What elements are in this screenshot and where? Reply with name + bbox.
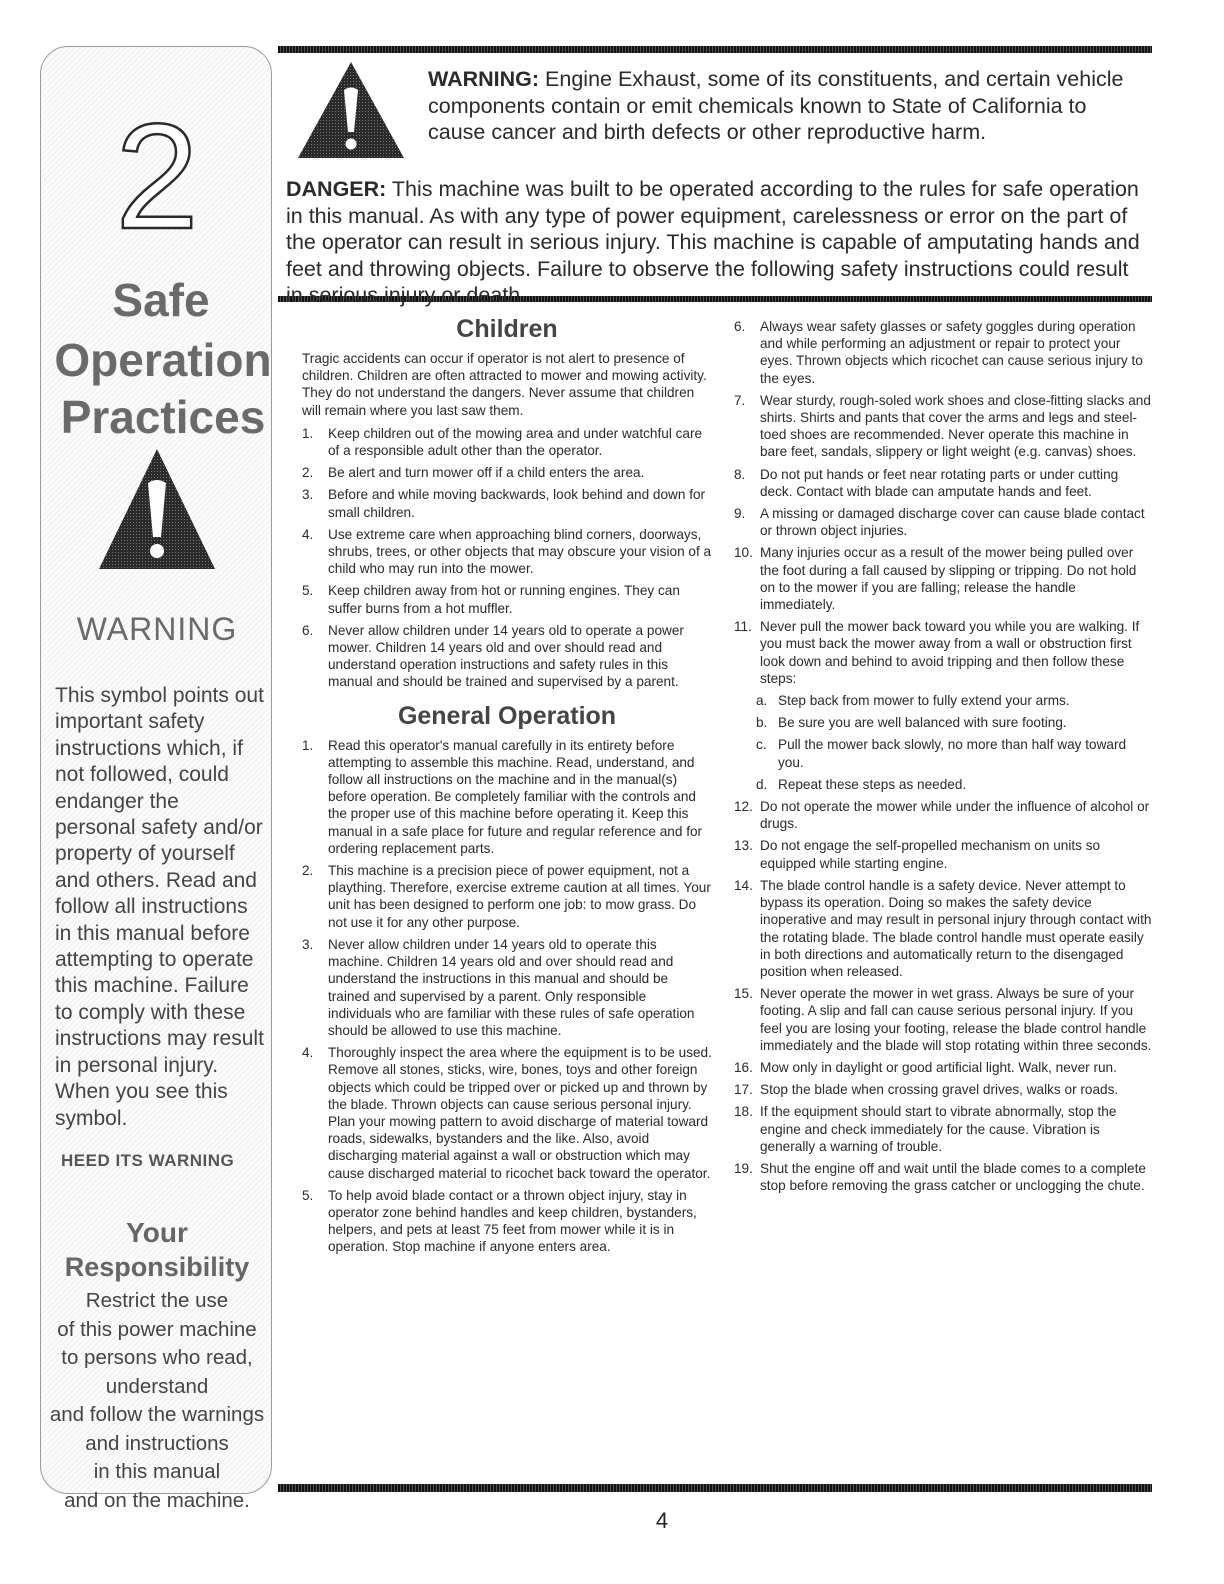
list-item-text: Shut the engine off and wait until the blade comes to a complete stop before removing the grass catcher or unclogging the chute. bbox=[760, 1160, 1146, 1194]
responsibility-line: and instructions bbox=[85, 1431, 229, 1455]
list-item bbox=[734, 1081, 1152, 1098]
danger-text: This machine was built to be operated according to the rules for safe operation in this manual. As with any type of power equipment, carelessness or error on the part of the operator can result in serious injury. This machine is capable of amputating hands and feet and throwing objects. Failure to observe the following safety instructions could result in serious injury or death. bbox=[286, 177, 1140, 307]
list-item-text: Pull the mower back slowly, no more than half way toward you. bbox=[778, 737, 1127, 770]
sidebar-title-safe: Safe bbox=[112, 274, 210, 326]
list-item bbox=[302, 425, 712, 459]
list-item-number: 12. bbox=[734, 799, 753, 815]
list-item-text: Thoroughly inspect the area where the equipment is to be used. Remove all stones, sticks, wire, bones, toys and other foreign objects which could be tripped over or picked up and thrown by the blade. Thrown objects can cause serious personal injury. Plan your mowing pattern to avoid discharge of material toward roads, sidewalks, bystanders and the like. Also, avoid discharging material against a wall or obstruction which may cause discharged material to ricochet back toward the operator. bbox=[328, 1045, 712, 1181]
list-item-number: 3. bbox=[302, 936, 314, 952]
list-item-text: A missing or damaged discharge cover can cause blade contact or thrown object injuries. bbox=[760, 506, 1145, 539]
list-item bbox=[302, 582, 712, 616]
list-item-text: Repeat these steps as needed. bbox=[778, 776, 967, 792]
list-item bbox=[734, 466, 1152, 500]
general-operation-list-continued bbox=[734, 318, 1152, 687]
list-item-text: Many injuries occur as a result of the mower being pulled over the foot during a fall caused by slipping or tripping. Do not hold on to the mower if you are falling; release the handle immediately. bbox=[760, 545, 1137, 613]
responsibility-title-line1: Your bbox=[126, 1217, 188, 1248]
list-item-number: 17. bbox=[734, 1082, 753, 1098]
engine-exhaust-warning bbox=[428, 66, 1140, 146]
list-item bbox=[734, 736, 1152, 770]
list-item-number: 11. bbox=[734, 619, 752, 635]
list-item-text: Wear sturdy, rough-soled work shoes and close-fitting slacks and shirts. Shirts and pants that cover the arms and legs and steel-toed shoes are recommended. Never operate this machine in bare feet, sandals, slippery or light weight (e.g. canvas) shoes. bbox=[760, 392, 1151, 460]
list-item-number: 9. bbox=[734, 506, 746, 522]
list-item bbox=[302, 526, 712, 578]
list-item bbox=[734, 392, 1152, 461]
responsibility-text bbox=[41, 1287, 273, 1515]
list-item-number: c. bbox=[756, 737, 767, 753]
left-column bbox=[302, 314, 712, 1261]
list-item-text: Do not operate the mower while under the influence of alcohol or drugs. bbox=[760, 799, 1150, 832]
list-item-number: 6. bbox=[302, 622, 314, 638]
list-item bbox=[302, 737, 712, 857]
list-item-text: Read this operator's manual carefully in its entirety before attempting to assemble this machine. Read, understand, and follow all instructions on the machine and in the manual(s) before operation. Be completely familiar with the controls and the proper use of this machine before operating it. Keep this manual in a safe place for future and regular reference and for ordering replacement parts. bbox=[328, 737, 703, 856]
bottom-divider bbox=[278, 1484, 1152, 1492]
list-item-text: Never allow children under 14 years old to operate a power mower. Children 14 years old and over should read and understand operation instructions and safety rules in this manual and should be trained and supervised by a parent. bbox=[328, 622, 684, 690]
page-number: 4 bbox=[655, 1508, 669, 1533]
sidebar-warning-label: WARNING bbox=[76, 611, 238, 647]
list-item bbox=[734, 1059, 1152, 1076]
responsibility-line: of this power machine bbox=[57, 1317, 257, 1341]
list-item bbox=[734, 877, 1152, 980]
list-item-text: Never operate the mower in wet grass. Always be sure of your footing. A slip and fall can cause serious personal injury. If you feel you are losing your footing, release the blade control handle immediately and the blade will stop rotating within three seconds. bbox=[760, 986, 1152, 1053]
list-item-number: 16. bbox=[734, 1059, 753, 1075]
list-item-number: 15. bbox=[734, 986, 753, 1002]
list-item bbox=[734, 798, 1152, 832]
list-item-text: Never allow children under 14 years old to operate this machine. Children 14 years old and over should read and understand the instructions in this manual and should be trained and supervised by a parent. Only responsible individuals who are familiar with these rules of safe operation should be allowed to use this machine. bbox=[328, 936, 695, 1038]
warning-label: WARNING: bbox=[428, 67, 540, 91]
chapter-number: 2 bbox=[115, 92, 199, 260]
children-heading: Children bbox=[456, 315, 558, 343]
list-item bbox=[734, 714, 1152, 731]
list-item bbox=[734, 505, 1152, 539]
list-item-number: 1. bbox=[302, 737, 314, 753]
list-item-number: 2. bbox=[302, 863, 314, 879]
list-item bbox=[734, 318, 1152, 387]
list-item-text: Before and while moving backwards, look behind and down for small children. bbox=[328, 487, 706, 520]
list-item bbox=[302, 1187, 712, 1256]
responsibility-line: understand bbox=[105, 1374, 209, 1398]
heed-warning-label: HEED ITS WARNING bbox=[61, 1151, 235, 1170]
list-item-number: 19. bbox=[734, 1160, 753, 1176]
list-item-number: 18. bbox=[734, 1104, 753, 1120]
warning-triangle-icon bbox=[296, 60, 406, 160]
sidebar-title-practices: Practices bbox=[60, 391, 266, 443]
responsibility-line: in this manual bbox=[93, 1460, 221, 1483]
sidebar-title-operation: Operation bbox=[54, 334, 272, 386]
list-item-text: Do not put hands or feet near rotating parts or under cutting deck. Contact with blade can amputate hands and feet. bbox=[760, 466, 1119, 499]
children-list bbox=[302, 425, 712, 691]
danger-notice bbox=[286, 176, 1146, 309]
backing-steps-list bbox=[734, 692, 1152, 793]
list-item-text: Keep children out of the mowing area and under watchful care of a responsible adult other than the operator. bbox=[328, 425, 703, 459]
list-item-number: 8. bbox=[734, 466, 746, 482]
right-column bbox=[734, 318, 1152, 1199]
list-item-text: Never pull the mower back toward you while you are walking. If you must back the mower away from a wall or obstruction first look down and behind to avoid tripping and then follow these steps: bbox=[760, 619, 1140, 686]
list-item-number: 3. bbox=[302, 487, 314, 503]
list-item-number: 4. bbox=[302, 526, 314, 542]
list-item-number: d. bbox=[756, 776, 768, 792]
list-item-number: 1. bbox=[302, 425, 314, 441]
list-item-text: This machine is a precision piece of power equipment, not a plaything. Therefore, exercise extreme caution at all times. Your unit has been designed to perform one job: to mow grass. Do not use it for any other purpose. bbox=[328, 863, 711, 930]
list-item bbox=[302, 464, 712, 481]
danger-label: DANGER: bbox=[286, 177, 387, 201]
general-operation-list-end bbox=[734, 798, 1152, 1194]
general-operation-heading: General Operation bbox=[397, 701, 617, 730]
list-item bbox=[734, 544, 1152, 613]
list-item-number: 10. bbox=[734, 545, 753, 561]
general-operation-list bbox=[302, 737, 712, 1256]
list-item-text: Step back from mower to fully extend your arms. bbox=[778, 693, 1070, 709]
list-item bbox=[302, 862, 712, 931]
list-item bbox=[734, 776, 1152, 793]
list-item-number: b. bbox=[756, 715, 768, 731]
list-item-text: To help avoid blade contact or a thrown object injury, stay in operator zone behind handles and keep children, bystanders, helpers, and pets at least 75 feet from mower while it is in operation. Stop machine if anyone enters area. bbox=[328, 1187, 697, 1255]
list-item-text: Do not engage the self-propelled mechanism on units so equipped while starting engine. bbox=[760, 838, 1101, 871]
list-item-text: Use extreme care when approaching blind corners, doorways, shrubs, trees, or other objects that may obscure your vision of a child who may run into the mower. bbox=[328, 526, 712, 577]
list-item-text: Be alert and turn mower off if a child enters the area. bbox=[328, 465, 645, 481]
responsibility-title-line2: Responsibility bbox=[64, 1252, 250, 1282]
list-item bbox=[302, 1044, 712, 1182]
list-item bbox=[302, 936, 712, 1039]
list-item bbox=[302, 622, 712, 691]
list-item-number: 7. bbox=[734, 392, 746, 408]
responsibility-line: Restrict the use bbox=[85, 1289, 229, 1312]
list-item-number: 14. bbox=[734, 877, 753, 893]
responsibility-line: and follow the warnings bbox=[49, 1403, 265, 1426]
list-item-text: Stop the blade when crossing gravel drives, walks or roads. bbox=[760, 1082, 1119, 1098]
list-item-text: Be sure you are well balanced with sure footing. bbox=[778, 715, 1067, 731]
list-item-number: 6. bbox=[734, 319, 746, 334]
list-item-number: 13. bbox=[734, 838, 753, 854]
list-item-text: Mow only in daylight or good artificial light. Walk, never run. bbox=[760, 1059, 1117, 1075]
responsibility-line: and on the machine. bbox=[64, 1488, 250, 1512]
list-item bbox=[734, 1103, 1152, 1155]
list-item-number: 2. bbox=[302, 465, 314, 481]
list-item bbox=[734, 692, 1152, 709]
list-item-number: a. bbox=[756, 693, 768, 709]
list-item-number: 4. bbox=[302, 1045, 314, 1061]
list-item-text: Always wear safety glasses or safety goggles during operation and while performing an adjustment or repair to protect your eyes. Thrown objects which ricochet can cause serious injury to the eyes. bbox=[760, 319, 1143, 386]
warning-triangle-icon bbox=[97, 447, 217, 571]
list-item-text: The blade control handle is a safety device. Never attempt to bypass its operation. Doing so makes the safety device inoperative and may result in personal injury through contact with the rotating blade. The blade control handle must operate easily in both directions and automatically return to the disengaged position when released. bbox=[760, 877, 1152, 979]
children-intro: Tragic accidents can occur if operator is not alert to presence of children. Children are often attracted to mower and mowing activity. They do not understand the dangers. Never assume that children will remain where you last saw them. bbox=[302, 351, 707, 418]
warning-text: Engine Exhaust, some of its constituents, and certain vehicle components contain or emit chemicals known to State of California to cause cancer and birth defects or other reproductive harm. bbox=[428, 67, 1124, 144]
list-item-text: Keep children away from hot or running engines. They can suffer burns from a hot muffler. bbox=[328, 583, 680, 616]
sidebar-panel bbox=[40, 46, 272, 1512]
list-item bbox=[734, 985, 1152, 1054]
list-item bbox=[734, 837, 1152, 871]
list-item-number: 5. bbox=[302, 1187, 314, 1203]
list-item-number: 5. bbox=[302, 583, 314, 599]
list-item bbox=[734, 1160, 1152, 1194]
responsibility-line: to persons who read, bbox=[61, 1346, 253, 1369]
sidebar-warning-text: This symbol points out important safety instructions which, if not followed, could endanger the personal safety and/or property of yourself and others. Read and follow all instructions in this manual before attempting to operate this machine. Failure to comply with these instructions may result in personal injury. When you see this symbol. bbox=[55, 684, 264, 1130]
list-item bbox=[734, 618, 1152, 687]
list-item-text: If the equipment should start to vibrate abnormally, stop the engine and check immediately for the cause. Vibration is generally a warning of trouble. bbox=[760, 1104, 1117, 1154]
list-item bbox=[302, 486, 712, 520]
top-divider bbox=[278, 46, 1152, 53]
